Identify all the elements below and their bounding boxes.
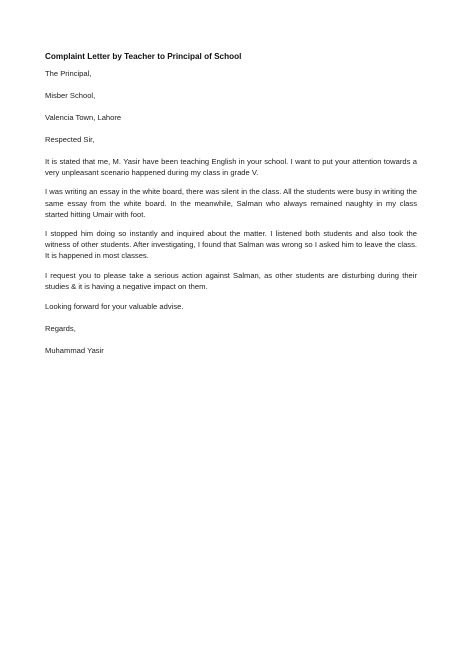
school-name: Misber School,	[45, 91, 96, 100]
paragraph-introduction: It is stated that me, M. Yasir have been teaching English in your school. I want to put your attention towards a very unpleasant scenario happened during my class in grade V.	[45, 157, 417, 178]
recipient-line: The Principal,	[45, 69, 92, 78]
letter-body	[45, 51, 417, 367]
salutation: Respected Sir,	[45, 135, 95, 144]
paragraph-investigation: I stopped him doing so instantly and inquired about the matter. I listened both students and also took the witness of other students. After investigating, I found that Salman was wrong so I asked him to leave the class. It is happened in most classes.	[45, 229, 417, 261]
sign-off: Regards,	[45, 324, 76, 334]
school-address: Valencia Town, Lahore	[45, 113, 122, 122]
paragraph-incident: I was writing an essay in the white board, there was silent in the class. All the students were busy in writing the same essay from the white board. In the meanwhile, Salman who always remained naughty in my class started hitting Umair with foot.	[45, 187, 417, 219]
signature-name: Muhammad Yasir	[45, 346, 104, 356]
closing-line: Looking forward for your valuable advise.	[45, 302, 184, 312]
letter-title: Complaint Letter by Teacher to Principal of School	[45, 52, 242, 61]
paragraph-request: I request you to please take a serious action against Salman, as other students are disturbing during their studies & it is having a negative impact on them.	[45, 270, 417, 291]
